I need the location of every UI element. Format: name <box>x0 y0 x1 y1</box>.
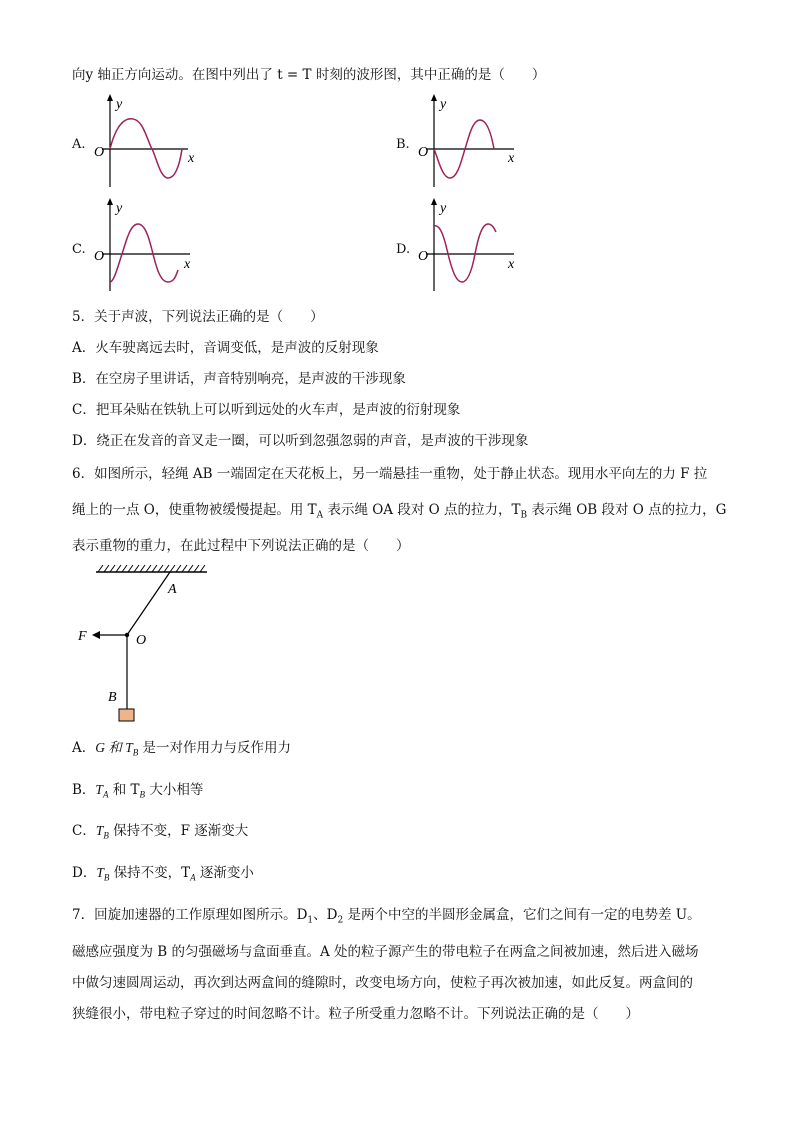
x-axis-label: x <box>508 257 515 272</box>
y-axis-arrow <box>431 94 437 101</box>
q5-option-c[interactable]: C．把耳朵贴在铁轨上可以听到远处的火车声，是声波的衍射现象 <box>72 402 461 418</box>
q6-stem-line-1: 6．如图所示，轻绳 AB 一端固定在天花板上，另一端悬挂一重物，处于静止状态。现用水平向左的力 F 拉 <box>72 466 708 482</box>
x-axis-label: x <box>508 151 515 166</box>
q6-option-c[interactable]: C．$T_B$ 保持不变，F 逐渐变大 <box>72 823 249 841</box>
origin-label: O <box>418 249 429 264</box>
q4-graph-d <box>412 196 532 296</box>
rope-oa <box>127 572 170 635</box>
wave-curve <box>434 224 496 282</box>
label-o: O <box>136 633 147 648</box>
y-axis-arrow <box>431 198 437 205</box>
point-o <box>125 633 129 637</box>
q6-figure <box>72 560 222 725</box>
q6-option-b[interactable]: B．$T_A$ 和 $T_B$ 大小相等 <box>72 782 204 800</box>
q7-stem-line-3: 中做匀速圆周运动，再次到达两盒间的缝隙时，改变电场方向，使粒子再次被加速，如此反复。两盒间的 <box>72 975 693 991</box>
q4-option-d-label: D. <box>396 242 411 257</box>
q7-stem-line-1: 7．回旋加速器的工作原理如图所示。$D_1$、$D_2$ 是两个中空的半圆形金属盒，它们之间有一定的电势差 U。 <box>72 907 701 926</box>
q4-graph-b <box>412 92 532 192</box>
q4-option-a-label: A. <box>72 137 86 152</box>
wave-curve <box>110 224 178 282</box>
q6-option-d[interactable]: D．$T_B$ 保持不变，$T_A$ 逐渐变小 <box>72 865 254 883</box>
q7-stem-line-2: 磁感应强度为 B 的匀强磁场与盒面垂直。A 处的粒子源产生的带电粒子在两盒之间被加速，然后进入磁场 <box>72 944 699 960</box>
label-b: B <box>108 690 117 705</box>
q6-stem-line-3: 表示重物的重力，在此过程中下列说法正确的是（ ） <box>72 538 410 554</box>
q5-stem: 5．关于声波，下列说法正确的是（ ） <box>72 309 324 325</box>
y-axis-label: y <box>116 97 123 112</box>
y-axis-arrow <box>107 198 113 205</box>
q4-option-b-label: B. <box>396 137 410 152</box>
y-axis-arrow <box>107 94 113 101</box>
x-axis-label: x <box>184 257 191 272</box>
q4-stem-tail: 向y 轴正方向运动。在图中列出了 t = T 时刻的波形图，其中正确的是（ ） <box>72 67 546 83</box>
q4-graph-a <box>88 92 208 192</box>
weight-block <box>119 709 134 721</box>
origin-label: O <box>94 249 105 264</box>
q7-stem-line-4: 狭缝很小，带电粒子穿过的时间忽略不计。粒子所受重力忽略不计。下列说法正确的是（ ） <box>72 1006 639 1022</box>
label-a: A <box>168 582 177 597</box>
q5-option-a[interactable]: A．火车驶离远去时，音调变低，是声波的反射现象 <box>72 340 379 356</box>
wave-curve <box>110 119 182 178</box>
q4-graph-c <box>88 196 208 296</box>
q5-option-d[interactable]: D．绕正在发音的音叉走一圈，可以听到忽强忽弱的声音，是声波的干涉现象 <box>72 433 529 449</box>
origin-label: O <box>94 145 105 160</box>
force-f-arrow <box>92 631 100 639</box>
x-axis-label: x <box>188 151 195 166</box>
q5-option-b[interactable]: B．在空房子里讲话，声音特别响亮，是声波的干涉现象 <box>72 371 406 387</box>
q6-option-a[interactable]: A．G 和 $T_B$ 是一对作用力与反作用力 <box>72 740 292 758</box>
q6-stem-line-2: 绳上的一点 O，使重物被缓慢提起。用 $T_A$ 表示绳 OA 段对 O 点的拉力，$T_B$ 表示绳 OB 段对 O 点的拉力，G <box>72 502 727 521</box>
origin-label: O <box>418 145 429 160</box>
ceiling-hatching <box>98 565 205 572</box>
y-axis-label: y <box>440 97 447 112</box>
label-f: F <box>78 629 87 644</box>
q4-option-c-label: C. <box>72 242 86 257</box>
y-axis-label: y <box>440 201 447 216</box>
y-axis-label: y <box>116 201 123 216</box>
